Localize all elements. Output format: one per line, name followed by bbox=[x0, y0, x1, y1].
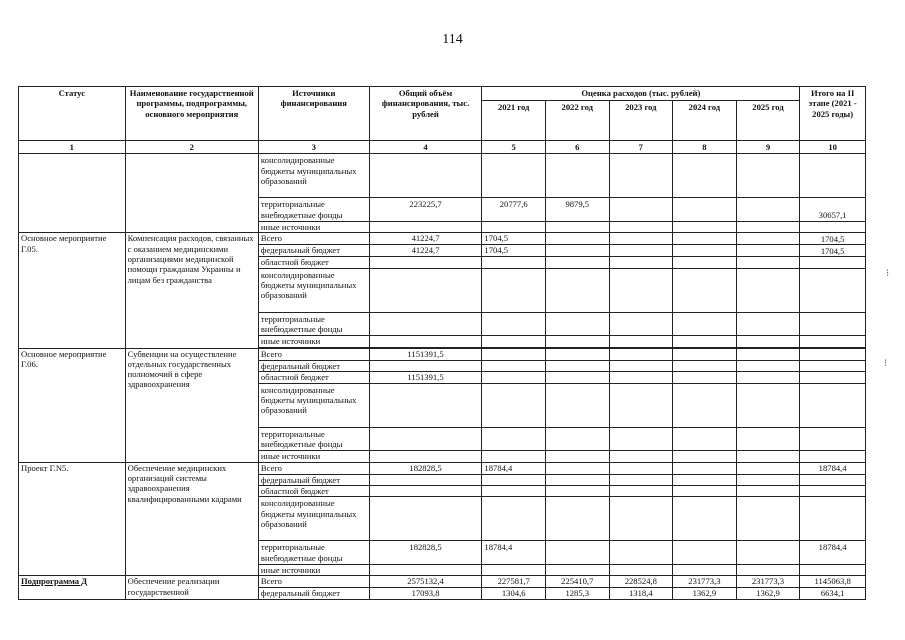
source-label: федеральный бюджет bbox=[258, 245, 369, 257]
source-label: территориальные внебюджетные фонды bbox=[258, 427, 369, 451]
year-value: 1318,4 bbox=[609, 588, 673, 600]
year-value: 1704,5 bbox=[482, 233, 546, 245]
year-value: 1362,9 bbox=[736, 588, 800, 600]
col-number: 4 bbox=[369, 141, 482, 154]
source-label: Всего bbox=[258, 348, 369, 360]
year-value: 1704,5 bbox=[482, 245, 546, 257]
year-value: 1285,3 bbox=[545, 588, 609, 600]
sum-value: 18784,4 bbox=[800, 541, 866, 565]
source-label: территориальные внебюджетные фонды bbox=[258, 541, 369, 565]
year-value: 225410,7 bbox=[545, 576, 609, 588]
status-cell: Проект Г.N5. bbox=[19, 462, 126, 576]
status-cell: Подпрограмма Д bbox=[19, 576, 126, 600]
status-cell: Основное мероприятие Г.06. bbox=[19, 348, 126, 462]
col-number: 8 bbox=[673, 141, 737, 154]
total-value: 1151391,5 bbox=[369, 371, 482, 383]
name-cell: Обеспечение реализации государственной bbox=[125, 576, 258, 600]
total-value: 182828,5 bbox=[369, 541, 482, 565]
source-label: консолидированные бюджеты муниципальных образований bbox=[258, 154, 369, 198]
name-cell bbox=[125, 154, 258, 233]
margin-mark: ⁝ bbox=[884, 358, 888, 369]
col-number: 6 bbox=[545, 141, 609, 154]
source-label: территориальные внебюджетные фонды bbox=[258, 312, 369, 336]
source-label: Всего bbox=[258, 462, 369, 474]
header-year-2021: 2021 год bbox=[482, 101, 546, 141]
source-label: областной бюджет bbox=[258, 257, 369, 268]
col-number: 5 bbox=[482, 141, 546, 154]
source-label: иные источники bbox=[258, 565, 369, 576]
page-number: 114 bbox=[442, 32, 463, 47]
year-value: 227581,7 bbox=[482, 576, 546, 588]
year-value: 228524,8 bbox=[609, 576, 673, 588]
header-sources: Источники финансирования bbox=[258, 87, 369, 141]
sum-value: 1704,5 bbox=[800, 233, 866, 245]
total-value: 17093,8 bbox=[369, 588, 482, 600]
source-label: территориальные внебюджетные фонды bbox=[258, 198, 369, 222]
source-label: областной бюджет bbox=[258, 486, 369, 497]
header-year-2023: 2023 год bbox=[609, 101, 673, 141]
sum-value: 1145063,8 bbox=[800, 576, 866, 588]
header-status: Статус bbox=[19, 87, 126, 141]
source-label: Всего bbox=[258, 233, 369, 245]
header-year-2024: 2024 год bbox=[673, 101, 737, 141]
source-label: федеральный бюджет bbox=[258, 360, 369, 371]
col-number: 1 bbox=[19, 141, 126, 154]
source-label: иные источники bbox=[258, 221, 369, 232]
name-cell: Обеспечение медицинских организаций системы здравоохранения квалифицированными кадрами bbox=[125, 462, 258, 576]
sum-value: 18784,4 bbox=[800, 462, 866, 474]
col-number: 9 bbox=[736, 141, 800, 154]
year-value: 231773,3 bbox=[673, 576, 737, 588]
sum-value: 1704,5 bbox=[800, 245, 866, 257]
header-itogo: Итого на II этапе (2021 - 2025 годы) bbox=[800, 87, 866, 141]
source-label: областной бюджет bbox=[258, 371, 369, 383]
total-value: 41224,7 bbox=[369, 233, 482, 245]
total-value: 41224,7 bbox=[369, 245, 482, 257]
year-value: 18784,4 bbox=[482, 462, 546, 474]
margin-mark: ⁝ bbox=[886, 268, 890, 279]
total-value: 1151391,5 bbox=[369, 348, 482, 360]
year-value: 231773,3 bbox=[736, 576, 800, 588]
col-number: 2 bbox=[125, 141, 258, 154]
year-value: 18784,4 bbox=[482, 541, 546, 565]
col-number: 3 bbox=[258, 141, 369, 154]
source-label: консолидированные бюджеты муниципальных образований bbox=[258, 497, 369, 541]
year-value: 20777,6 bbox=[482, 198, 546, 222]
status-cell bbox=[19, 154, 126, 233]
source-label: федеральный бюджет bbox=[258, 588, 369, 600]
header-total: Общий объём финансирования, тыс. рублей bbox=[369, 87, 482, 141]
header-estimate: Оценка расходов (тыс. рублей) bbox=[482, 87, 800, 101]
year-value: 9879,5 bbox=[545, 198, 609, 222]
source-label: иные источники bbox=[258, 451, 369, 462]
col-number: 10 bbox=[800, 141, 866, 154]
source-label: консолидированные бюджеты муниципальных образований bbox=[258, 383, 369, 427]
name-cell: Субвенции на осуществление отдельных государственных полномочий в сфере здравоохранения bbox=[125, 348, 258, 462]
status-cell: Основное мероприятие Г.05. bbox=[19, 233, 126, 348]
sum-value: 6634,1 bbox=[800, 588, 866, 600]
header-year-2022: 2022 год bbox=[545, 101, 609, 141]
header-year-2025: 2025 год bbox=[736, 101, 800, 141]
source-label: федеральный бюджет bbox=[258, 474, 369, 485]
sum-value: 30657,1 bbox=[800, 198, 866, 222]
year-value: 1362,9 bbox=[673, 588, 737, 600]
total-value: 182828,5 bbox=[369, 462, 482, 474]
total-value: 223225,7 bbox=[369, 198, 482, 222]
header-name: Наименование государственной программы, подпрограммы, основного мероприятия bbox=[125, 87, 258, 141]
source-label: Всего bbox=[258, 576, 369, 588]
budget-table bbox=[18, 86, 866, 600]
source-label: консолидированные бюджеты муниципальных образований bbox=[258, 268, 369, 312]
source-label: иные источники bbox=[258, 336, 369, 347]
name-cell: Компенсация расходов, связанных с оказанием медицинскими организациями медицинской помощи гражданам Украины и лицам без гражданства bbox=[125, 233, 258, 348]
col-number: 7 bbox=[609, 141, 673, 154]
total-value: 2575132,4 bbox=[369, 576, 482, 588]
year-value: 1304,6 bbox=[482, 588, 546, 600]
